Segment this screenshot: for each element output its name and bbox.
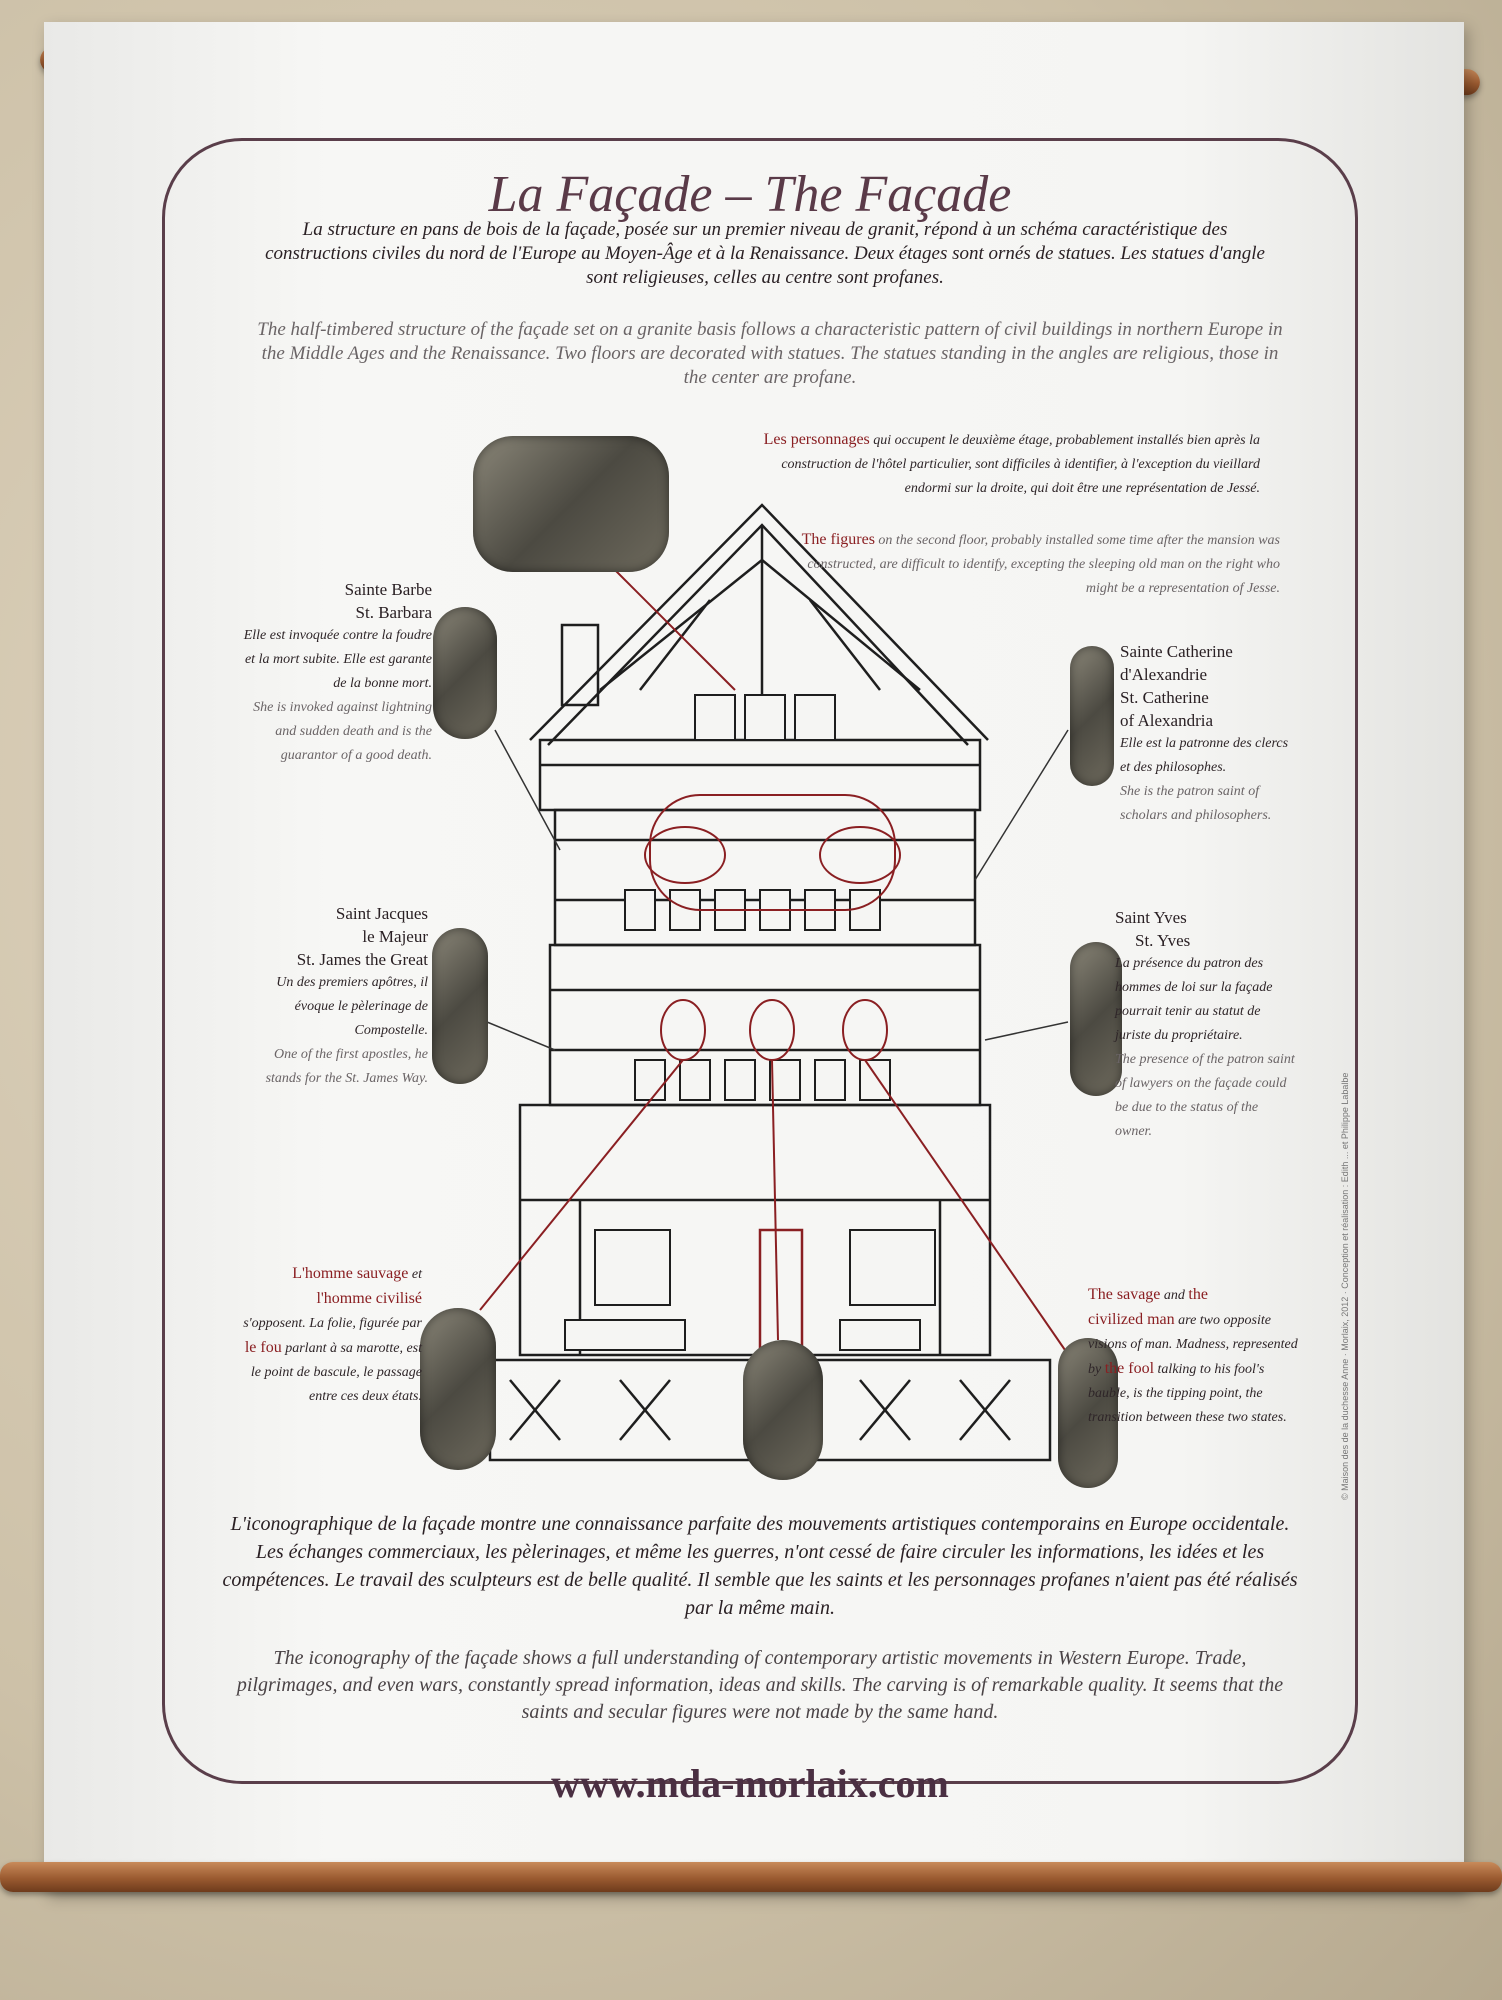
savage-text-2: talking to his fool's bauble, is the tipping point, the transition between these two states.	[1088, 1362, 1287, 1425]
sauvage-block	[240, 1262, 422, 1409]
personnages-en	[790, 528, 1280, 601]
yves-block	[1115, 906, 1295, 1144]
yves-text-fr: La présence du patron des hommes de loi sur la façade pourrait tenir au statut de juriste du propriétaire.	[1115, 956, 1273, 1043]
yves-text-en: The presence of the patron saint of lawyers on the façade could be due to the status of the owner.	[1115, 1052, 1295, 1139]
yves-name-en: St. Yves	[1135, 931, 1191, 950]
hanger-rod-bottom	[0, 1862, 1502, 1892]
chimney	[562, 625, 598, 705]
catherine-text-fr: Elle est la patronne des clercs et des philosophes.	[1120, 736, 1289, 775]
photo-homme-sauvage	[420, 1308, 496, 1470]
photo-sainte-barbe	[433, 607, 497, 739]
sauvage-text-1: s'opposent. La folie, figurée par	[243, 1316, 422, 1331]
photo-saint-jacques	[432, 928, 488, 1084]
jacques-name-fr-1: Saint Jacques	[335, 904, 428, 923]
sauvage-text-2: parlant à sa marotte, est le point de bascule, le passage entre ces deux états.	[250, 1341, 422, 1404]
jacques-text-en: One of the first apostles, he stands for the St. James Way.	[265, 1047, 428, 1086]
savage-and: and	[1163, 1288, 1185, 1303]
barbe-text-en: She is invoked against lightning and sudden death and is the guarantor of a good death.	[253, 700, 432, 763]
outro-fr: L'iconographique de la façade montre une connaissance parfaite des mouvements artistiques contemporains en Europe occidentale. Les échanges commerciaux, les pèlerinages, et même les guerres, n'ont cessé de faire circuler les informations, les idées et les compétences. Le travail des sculpteurs est de belle qualité. Il semble que les saints et les personnages profanes n'aient pas été réalisés par la même main.	[222, 1513, 1298, 1619]
catherine-name-en-2: of Alexandria	[1120, 711, 1213, 730]
sauvage-head-2: l'homme civilisé	[316, 1290, 422, 1307]
sauvage-head-1: L'homme sauvage	[292, 1265, 409, 1282]
jacques-block	[240, 902, 428, 1091]
sauvage-fou: le fou	[244, 1339, 282, 1356]
middle-floor	[550, 945, 980, 1105]
barbe-block	[240, 578, 432, 768]
savage-fool: the fool	[1104, 1360, 1155, 1377]
savage-head-2: civilized man	[1088, 1311, 1175, 1328]
catherine-block	[1120, 640, 1290, 828]
barbe-name-fr: Sainte Barbe	[344, 580, 432, 599]
website-url: www.mda-morlaix.com	[551, 1761, 949, 1806]
savage-head-1b: the	[1188, 1286, 1208, 1303]
sauvage-et: et	[411, 1267, 422, 1282]
catherine-name-en-1: St. Catherine	[1120, 688, 1209, 707]
photo-sainte-catherine	[1070, 646, 1114, 786]
poster-title: La Façade – The Façade	[488, 166, 1012, 223]
jacques-name-fr-2: le Majeur	[362, 927, 428, 946]
personnages-text-fr: qui occupent le deuxième étage, probablement installés bien après la construction de l'hôtel particulier, sont difficiles à identifier, à l'exception du vieillard endormi sur la droite, qui doit être une représentation de Jessé.	[781, 433, 1260, 496]
door	[760, 1230, 802, 1355]
personnages-fr	[760, 428, 1260, 501]
barbe-text-fr: Elle est invoquée contre la foudre et la mort subite. Elle est garante de la bonne mort.	[243, 628, 432, 691]
personnages-text-en: on the second floor, probably installed some time after the mansion was constructed, are difficult to identify, excepting the sleeping old man on the right who might be a representation of Jesse.	[807, 533, 1280, 596]
catherine-name-fr-1: Sainte Catherine	[1120, 642, 1233, 661]
savage-block	[1088, 1283, 1298, 1430]
intro-fr: La structure en pans de bois de la façade, posée sur un premier niveau de granit, répond à un schéma caractéristique des constructions civiles du nord de l'Europe au Moyen-Âge et à la Renaissance. Deux étages sont ornés de statues. Les statues d'angle sont religieuses, celles au centre sont profanes.	[265, 219, 1265, 288]
yves-name-fr: Saint Yves	[1115, 908, 1187, 927]
barbe-name-en: St. Barbara	[355, 603, 432, 622]
personnages-head-fr: Les personnages	[763, 431, 870, 448]
savage-head-1: The savage	[1088, 1286, 1161, 1303]
personnages-head-en: The figures	[801, 531, 875, 548]
intro-en: The half-timbered structure of the façade set on a granite basis follows a characteristic pattern of civil buildings in northern Europe in the Middle Ages and the Renaissance. Two floors are decorated with statues. The statues standing in the angles are religious, those in the center are profane.	[257, 319, 1283, 388]
savage-text-1: are two opposite visions of man. Madness, represented by	[1088, 1313, 1298, 1377]
jacques-name-en: St. James the Great	[296, 950, 428, 969]
jacques-text-fr: Un des premiers apôtres, il évoque le pèlerinage de Compostelle.	[276, 975, 428, 1038]
catherine-text-en: She is the patron saint of scholars and philosophers.	[1120, 784, 1272, 823]
catherine-name-fr-2: d'Alexandrie	[1120, 665, 1208, 684]
photo-le-fou	[743, 1340, 823, 1480]
photo-personnages	[473, 436, 669, 572]
credit-line: © Maison des de la duchesse Anne · Morlaix, 2012 · Conception et réalisation : Edith ... et Philippe Labalbe	[1340, 1072, 1350, 1500]
outro-en: The iconography of the façade shows a full understanding of contemporary artistic movements in Western Europe. Trade, pilgrimages, and even wars, constantly spread information, ideas and skills. The carving is of remarkable quality. It seems that the saints and secular figures were not made by the same hand.	[236, 1647, 1284, 1723]
